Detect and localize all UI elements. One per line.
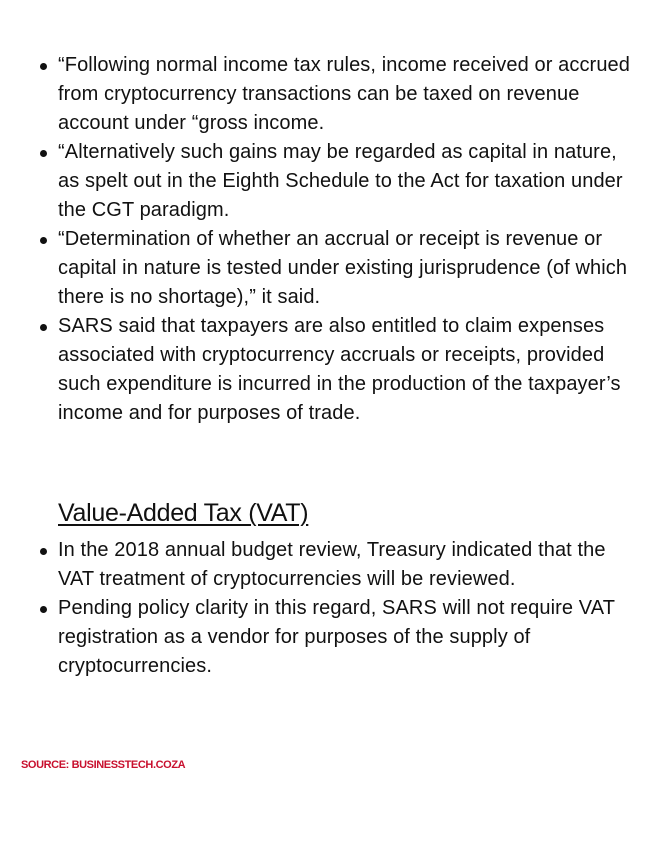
list-item (0, 536, 640, 594)
list-item-text: In the 2018 annual budget review, Treasury indicated that the VAT treatment of cryptocurrencies will be reviewed. (58, 539, 606, 590)
bullet-icon (40, 63, 47, 70)
list-item (0, 138, 640, 225)
list-item-text: Pending policy clarity in this regard, SARS will not require VAT registration as a vendor for purposes of the supply of cryptocurrencies. (58, 597, 615, 677)
bullet-icon (40, 150, 47, 157)
bullet-icon (40, 606, 47, 613)
list-item-text: “Determination of whether an accrual or receipt is revenue or capital in nature is tested under existing jurisprudence (of which there is no shortage),” it said. (58, 228, 628, 308)
list-item (0, 225, 640, 312)
bullet-icon (40, 324, 47, 331)
list-item-text: SARS said that taxpayers are also entitled to claim expenses associated with cryptocurrency accruals or receipts, provided such expenditure is incurred in the production of the taxpayer’s income and for purposes of trade. (58, 315, 621, 424)
list-item (0, 594, 640, 681)
list-item (0, 51, 640, 138)
list-item (0, 312, 640, 428)
vat-list (0, 536, 640, 681)
list-item-text: “Alternatively such gains may be regarded as capital in nature, as spelt out in the Eighth Schedule to the Act for taxation under the CGT paradigm. (58, 141, 623, 221)
list-item-text: “Following normal income tax rules, income received or accrued from cryptocurrency transactions can be taxed on revenue account under “gross income. (58, 54, 630, 134)
bullet-icon (40, 548, 47, 555)
vat-heading: Value-Added Tax (VAT) (58, 499, 309, 527)
source-credit: SOURCE: BUSINESSTECH.COZA (21, 759, 186, 771)
income-tax-list (0, 51, 640, 428)
bullet-icon (40, 237, 47, 244)
